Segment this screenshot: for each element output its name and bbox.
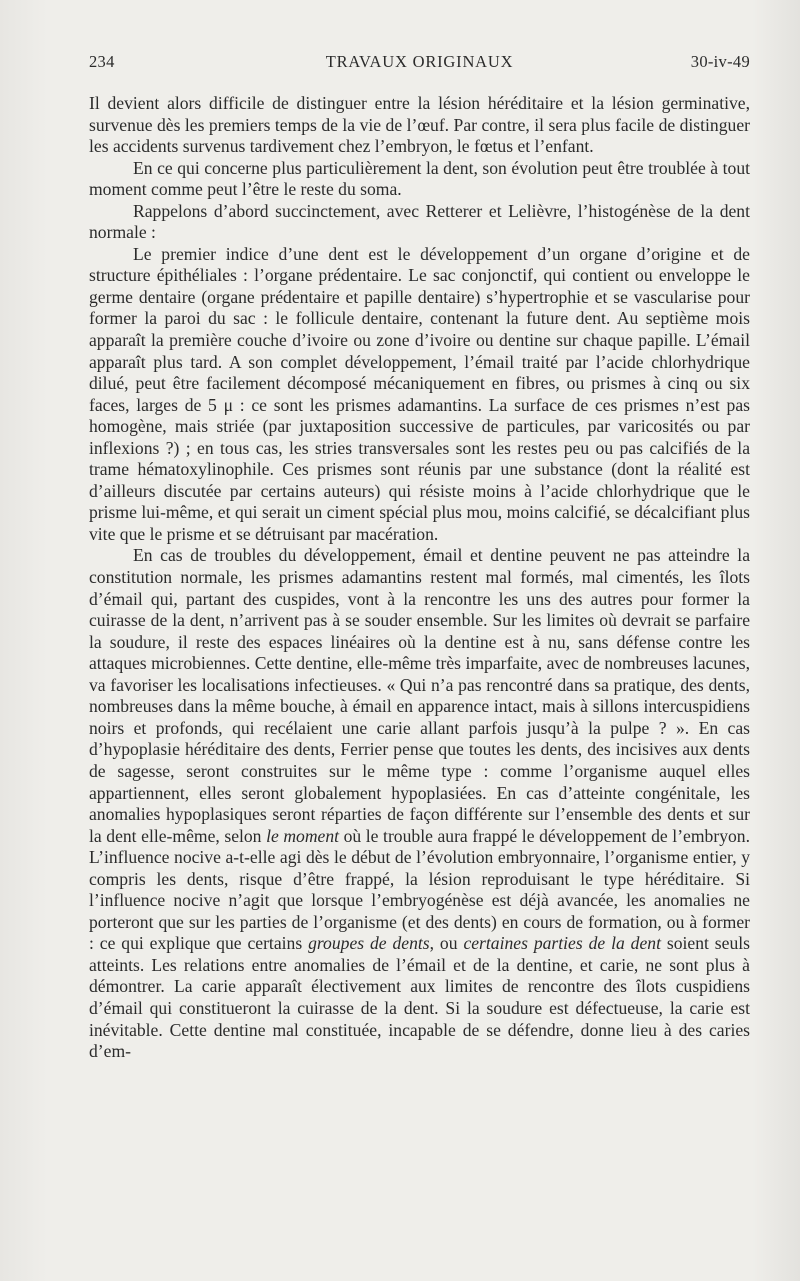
text-run: En ce qui concerne plus particulièrement la dent, son évolution peut être troublée à tout moment comme peut l’être le reste du soma.: [89, 157, 750, 200]
text-run: où le trouble aura frappé le développement de l’embryon. L’influence nocive a-t-elle agi dès le début de l’évolution embryonnaire, l’organisme entier, y compris les dents, risque d’être frappé, la lésion reproduisant le type héréditaire. Si l’influence nocive n’agit que lorsque l’embryogénèse est déjà avancée, les anomalies ne porteront que sur les parties de l’organisme (et des dents) en cours de formation, ou à former : ce qui explique que certains: [89, 825, 750, 954]
page-number: 234: [89, 52, 115, 71]
paragraph: [89, 158, 750, 201]
italic-text: groupes de dents: [308, 933, 430, 954]
paragraph: [89, 545, 750, 1062]
text-run: soient seuls atteints. Les relations entre anomalies de l’émail et de la dentine, et carie, ne sont plus à démontrer. La carie apparaît électivement aux limites de rencontre des îlots cuspidiens d’émail qui constitueront la cuirasse de la dent. Si la soudure est défectueuse, la carie est inévitable. Cette dentine mal constituée, incapable de se défendre, donne lieu à des caries d’em-: [89, 933, 750, 1062]
text-run: , ou: [429, 933, 464, 954]
italic-text: le moment: [266, 825, 340, 846]
issue-date: 30-iv-49: [690, 52, 750, 71]
italic-text: certaines parties de la dent: [463, 933, 661, 954]
text-run: Il devient alors difficile de distinguer entre la lésion héréditaire et la lésion germinative, survenue dès les premiers temps de la vie de l’œuf. Par contre, il sera plus facile de distinguer les accidents survenus tardivement chez l’embryon, le fœtus et l’enfant.: [89, 93, 750, 157]
running-title: TRAVAUX ORIGINAUX: [325, 52, 514, 71]
paragraph: [89, 93, 750, 158]
text-run: En cas de troubles du développement, émail et dentine peuvent ne pas atteindre la constitution normale, les prismes adamantins restent mal formés, mal cimentés, les îlots d’émail qui, partant des cuspides, vont à la rencontre les uns des autres pour former la cuirasse de la dent, n’arrivent pas à se souder ensemble. Sur les limites où devrait se parfaire la soudure, il reste des espaces linéaires où la dentine est à nu, sans défense contre les attaques microbiennes. Cette dentine, elle-même très imparfaite, avec de nombreuses lacunes, va favoriser les localisations infectieuses. « Qui n’a pas rencontré dans sa pratique, des dents, nombreuses dans la même bouche, à émail en apparence intact, mais à sillons intercuspidiens noirs et profonds, qui recélaient une carie allant parfois jusqu’à la pulpe ? ». En cas d’hypoplasie héréditaire des dents, Ferrier pense que toutes les dents, des incisives aux dents de sagesse, seront construites sur le même type : comme l’organisme auquel elles appartiennent, elles seront globalement hypoplasiées. En cas d’atteinte congénitale, les anomalies hypoplasiques seront réparties de façon différente sur l’ensemble des dents et sur la dent elle-même, selon: [89, 545, 750, 846]
text-run: Rappelons d’abord succinctement, avec Retterer et Lelièvre, l’histogénèse de la dent normale :: [89, 200, 750, 243]
text-run: Le premier indice d’une dent est le développement d’un organe d’origine et de structure épithéliales : l’organe prédentaire. Le sac conjonctif, qui contient ou enveloppe le germe dentaire (organe prédentaire et papille dentaire) s’hypertrophie et se vascularise pour former la paroi du sac : le follicule dentaire, contenant la future dent. Au septième mois apparaît la première couche d’ivoire ou zone d’ivoire ou dentine sur chaque papille. L’émail apparaît plus tard. A son complet développement, l’émail traité par l’acide chlorhydrique dilué, peut être facilement décomposé mécaniquement en fibres, ou prismes à cinq ou six faces, larges de 5 μ : ce sont les prismes adamantins. La surface de ces prismes n’est pas homogène, mais striée (par juxtaposition successive de particules, par varicosités ou par inflexions ?) ; en tous cas, les stries transversales sont les restes peu ou pas calcifiés de la trame hématoxylinophile. Ces prismes sont réunis par une substance (dont la réalité est d’ailleurs discutée par certains auteurs) qui résiste moins à l’acide chlorhydrique que le prisme lui-même, et qui serait un ciment spécial plus mou, moins calcifié, se décalcifiant plus vite que le prisme et se détruisant par macération.: [89, 243, 750, 544]
paragraph: [89, 244, 750, 546]
body-text: [89, 93, 750, 1063]
running-header: [89, 52, 750, 74]
paragraph: [89, 201, 750, 244]
